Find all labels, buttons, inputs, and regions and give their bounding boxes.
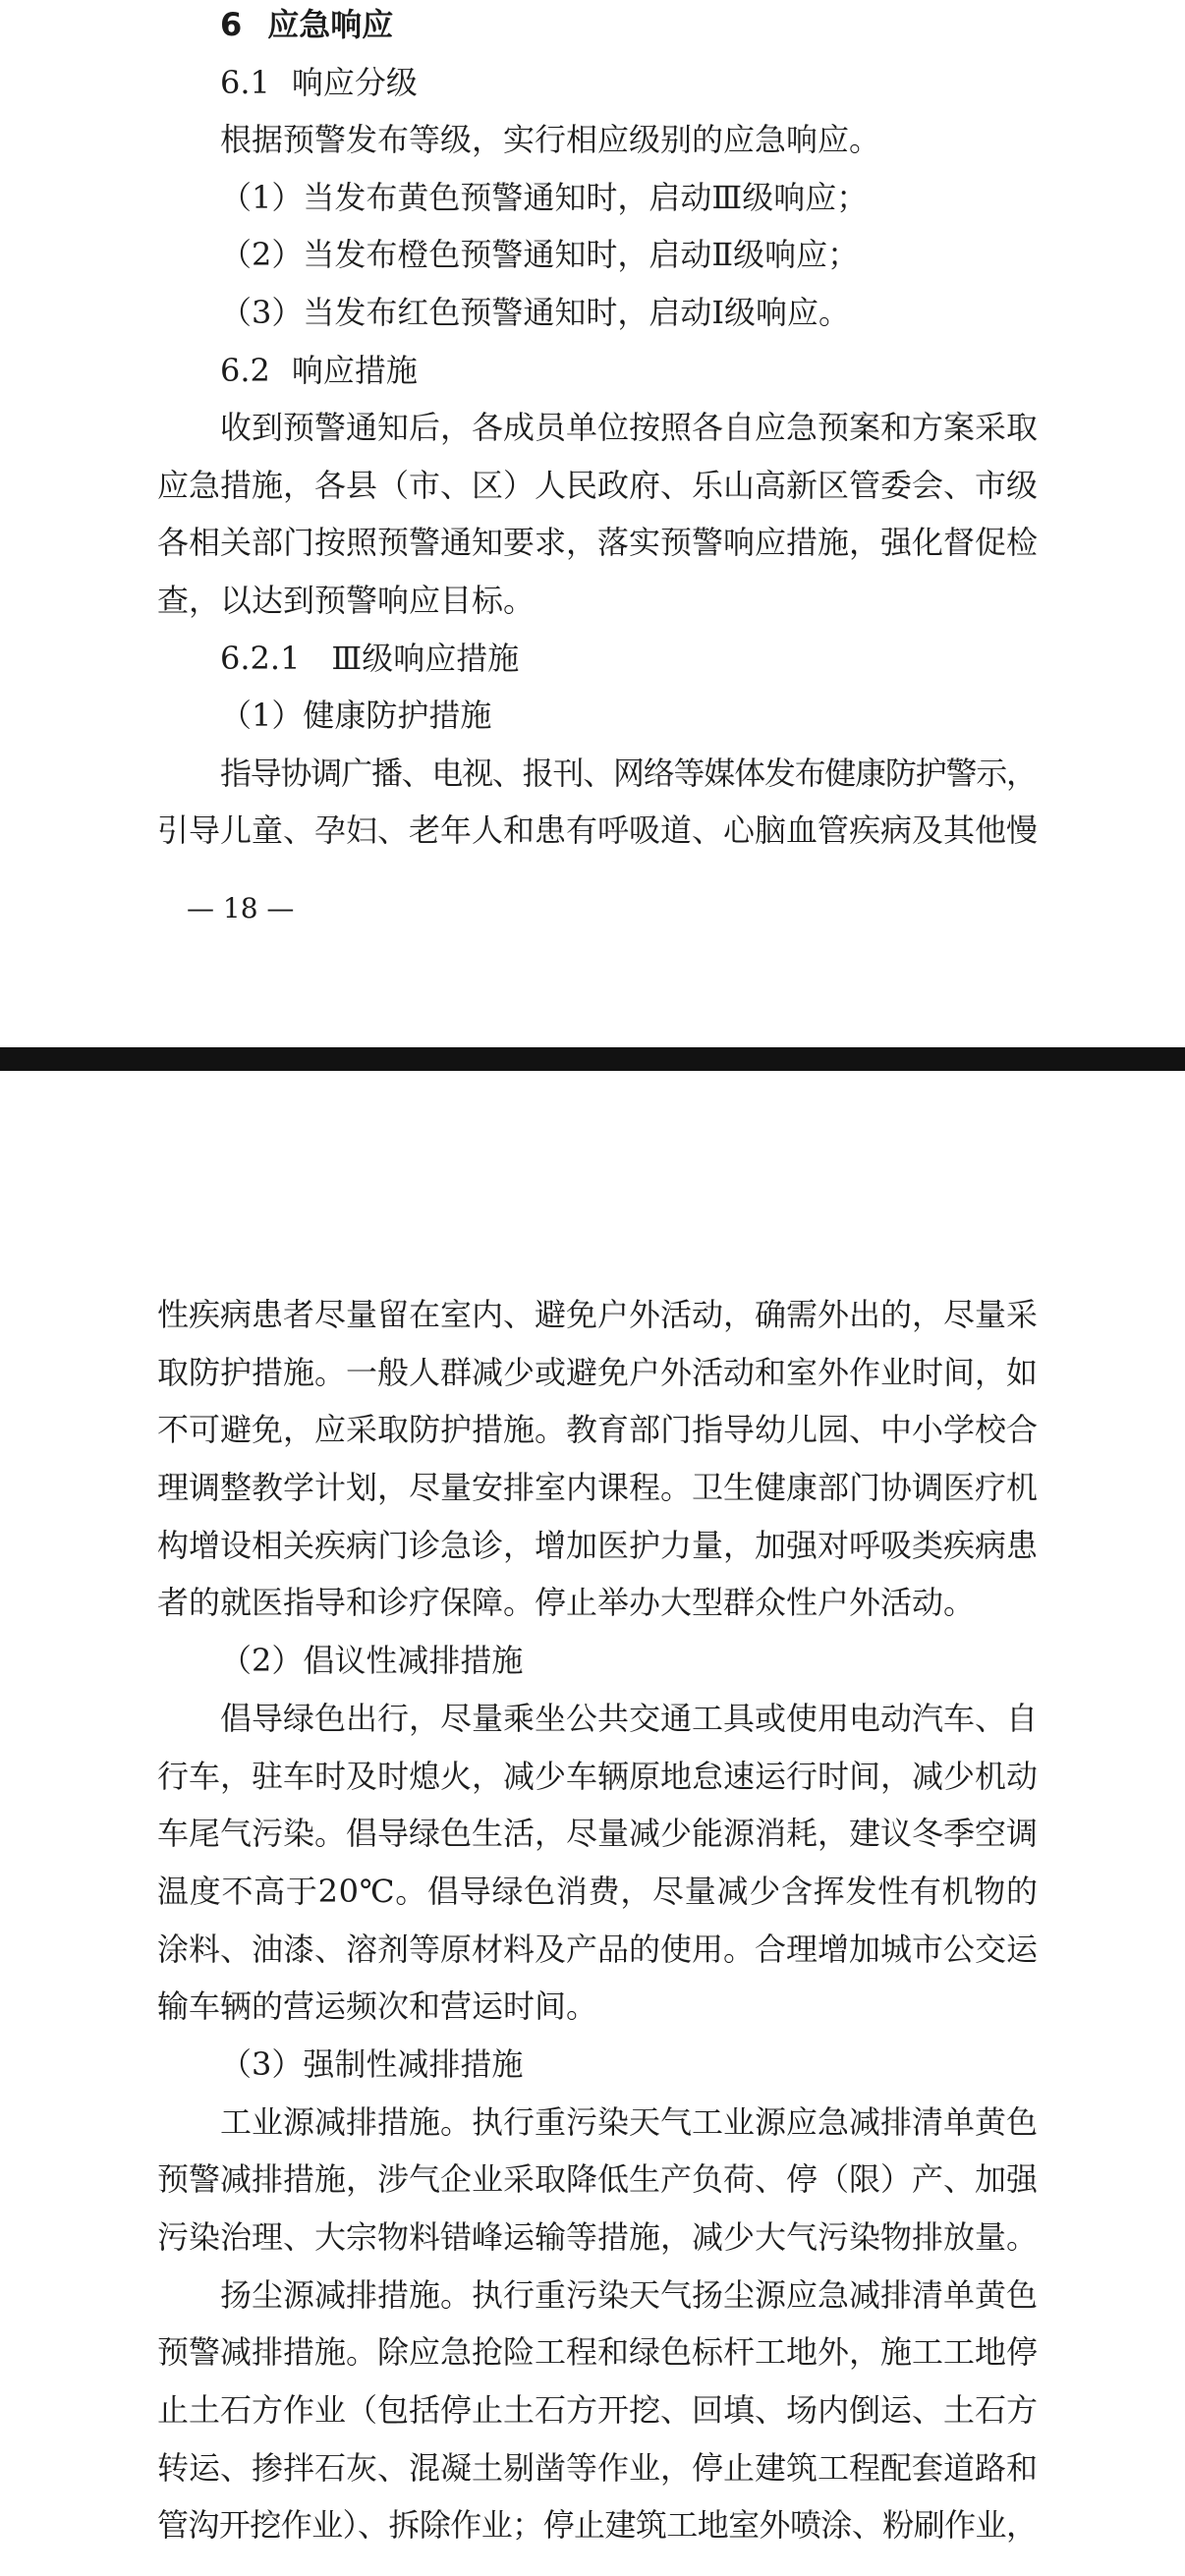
paragraph-text: 性疾病患者尽量留在室内、避免户外活动，确需外出的，尽量采 bbox=[157, 1296, 1038, 1333]
section-heading-6-1 bbox=[157, 54, 1038, 112]
paragraph-text: 倡导绿色出行，尽量乘坐公共交通工具或使用电动汽车、自 bbox=[220, 1699, 1038, 1737]
section-title: 响应分级 bbox=[291, 63, 418, 101]
list-item bbox=[157, 284, 1038, 342]
paragraph-text: 根据预警发布等级，实行相应级别的应急响应。 bbox=[220, 121, 881, 159]
list-item bbox=[157, 169, 1038, 227]
paragraph-line bbox=[157, 2381, 1038, 2439]
paragraph-text: 各相关部门按照预警通知要求，落实预警响应措施，强化督促检 bbox=[157, 524, 1038, 562]
paragraph-line bbox=[157, 1401, 1038, 1459]
paragraph-line bbox=[157, 1286, 1038, 1344]
paragraph-text: 预警减排措施。除应急抢险工程和绿色标杆工地外，施工工地停 bbox=[157, 2333, 1038, 2372]
subsection-title: （1）健康防护措施 bbox=[220, 697, 492, 735]
paragraph-text: 污染治理、大宗物料错峰运输等措施，减少大气污染物排放量。 bbox=[157, 2218, 1038, 2256]
section-number: 6.1 bbox=[220, 63, 270, 101]
subsection-heading-health bbox=[157, 687, 1038, 745]
paragraph-line bbox=[157, 399, 1038, 457]
paragraph-text: 构增设相关疾病门诊急诊，增加医护力量，加强对呼吸类疾病患 bbox=[157, 1526, 1038, 1564]
subsection-title: （2）倡议性减排措施 bbox=[220, 1642, 524, 1680]
paragraph-line bbox=[157, 1748, 1038, 1806]
paragraph-text: 输车辆的营运频次和营运时间。 bbox=[157, 1988, 598, 2026]
section-title: 应急响应 bbox=[267, 6, 394, 43]
paragraph-text: 理调整教学计划，尽量安排室内课程。卫生健康部门协调医疗机 bbox=[157, 1469, 1038, 1507]
paragraph-text: 收到预警通知后，各成员单位按照各自应急预案和方案采取 bbox=[220, 409, 1038, 447]
paragraph-text: 预警减排措施，涉气企业采取降低生产负荷、停（限）产、加强 bbox=[157, 2160, 1038, 2199]
paragraph-text: 取防护措施。一般人群减少或避免户外活动和室外作业时间，如 bbox=[157, 1353, 1038, 1391]
section-number: 6.2 bbox=[220, 351, 270, 389]
paragraph-line bbox=[157, 2209, 1038, 2267]
paragraph-line bbox=[157, 1805, 1038, 1863]
section-heading-6 bbox=[157, 0, 1038, 54]
paragraph-text: 车尾气污染。倡导绿色生活，尽量减少能源消耗，建议冬季空调 bbox=[157, 1815, 1038, 1853]
paragraph-text: 涂料、油漆、溶剂等原材料及产品的使用。合理增加城市公交运 bbox=[157, 1930, 1038, 1968]
section-title: 响应措施 bbox=[291, 351, 418, 389]
paragraph-text: 应急措施，各县（市、区）人民政府、乐山高新区管委会、市级 bbox=[157, 466, 1038, 504]
paragraph-text: 转运、掺拌石灰、混凝土剔凿等作业，停止建筑工程配套道路和 bbox=[157, 2448, 1038, 2487]
paragraph-line bbox=[157, 2151, 1038, 2209]
page-18-body bbox=[157, 0, 1038, 860]
paragraph-line bbox=[157, 2324, 1038, 2381]
list-item-text: （2）当发布橙色预警通知时，启动Ⅱ级响应； bbox=[220, 236, 860, 274]
page-number: — 18 — bbox=[187, 892, 295, 924]
paragraph-line bbox=[157, 2439, 1038, 2497]
section-heading-6-2-1 bbox=[157, 630, 1038, 688]
paragraph-line bbox=[157, 802, 1038, 860]
section-title: Ⅲ级响应措施 bbox=[331, 639, 520, 677]
paragraph-text: 温度不高于20℃。倡导绿色消费，尽量减少含挥发性有机物的 bbox=[157, 1872, 1039, 1910]
paragraph-text: 管沟开挖作业）、拆除作业；停止建筑工地室外喷涂、粉刷作业， bbox=[157, 2506, 1038, 2545]
paragraph-text: 行车，驻车时及时熄火，减少车辆原地怠速运行时间，减少机动 bbox=[157, 1757, 1038, 1795]
paragraph-text: 扬尘源减排措施。执行重污染天气扬尘源应急减排清单黄色 bbox=[220, 2275, 1038, 2314]
paragraph-line bbox=[157, 745, 1038, 803]
paragraph-line bbox=[157, 1863, 1038, 1921]
paragraph-line bbox=[157, 1517, 1038, 1575]
paragraph-line bbox=[157, 1921, 1038, 1979]
page-divider bbox=[0, 1047, 1185, 1071]
paragraph-line bbox=[157, 1459, 1038, 1517]
section-number: 6.2.1 bbox=[220, 639, 301, 677]
paragraph-text: 止土石方作业（包括停止土石方开挖、回填、场内倒运、土石方 bbox=[157, 2391, 1038, 2430]
paragraph-line bbox=[157, 2267, 1038, 2324]
paragraph-text: 查，以达到预警响应目标。 bbox=[157, 581, 536, 619]
paragraph-line bbox=[157, 2496, 1038, 2554]
paragraph-line bbox=[157, 1574, 1038, 1632]
section-number: 6 bbox=[220, 6, 243, 43]
list-item-text: （1）当发布黄色预警通知时，启动Ⅲ级响应； bbox=[220, 178, 869, 216]
paragraph-text: 不可避免，应采取防护措施。教育部门指导幼儿园、中小学校合 bbox=[157, 1411, 1038, 1449]
subsection-heading-mandatory bbox=[157, 2036, 1038, 2094]
section-heading-6-2 bbox=[157, 342, 1038, 400]
paragraph-line bbox=[157, 2094, 1038, 2152]
paragraph-text: 工业源减排措施。执行重污染天气工业源应急减排清单黄色 bbox=[220, 2102, 1038, 2141]
list-item-text: （3）当发布红色预警通知时，启动Ⅰ级响应。 bbox=[220, 293, 851, 331]
paragraph-line bbox=[157, 572, 1038, 630]
subsection-heading-initiative bbox=[157, 1632, 1038, 1690]
paragraph-line bbox=[157, 457, 1038, 515]
paragraph-line bbox=[157, 514, 1038, 572]
paragraph-line bbox=[157, 111, 1038, 169]
paragraph-line bbox=[157, 1690, 1038, 1748]
subsection-title: （3）强制性减排措施 bbox=[220, 2044, 524, 2083]
paragraph-text: 者的就医指导和诊疗保障。停止举办大型群众性户外活动。 bbox=[157, 1584, 976, 1622]
page-19-body bbox=[157, 1286, 1038, 2554]
paragraph-text: 指导协调广播、电视、报刊、网络等媒体发布健康防护警示， bbox=[220, 754, 1037, 792]
list-item bbox=[157, 226, 1038, 284]
paragraph-line bbox=[157, 1978, 1038, 2036]
paragraph-line bbox=[157, 1344, 1038, 1402]
paragraph-text: 引导儿童、孕妇、老年人和患有呼吸道、心脑血管疾病及其他慢 bbox=[157, 812, 1038, 850]
